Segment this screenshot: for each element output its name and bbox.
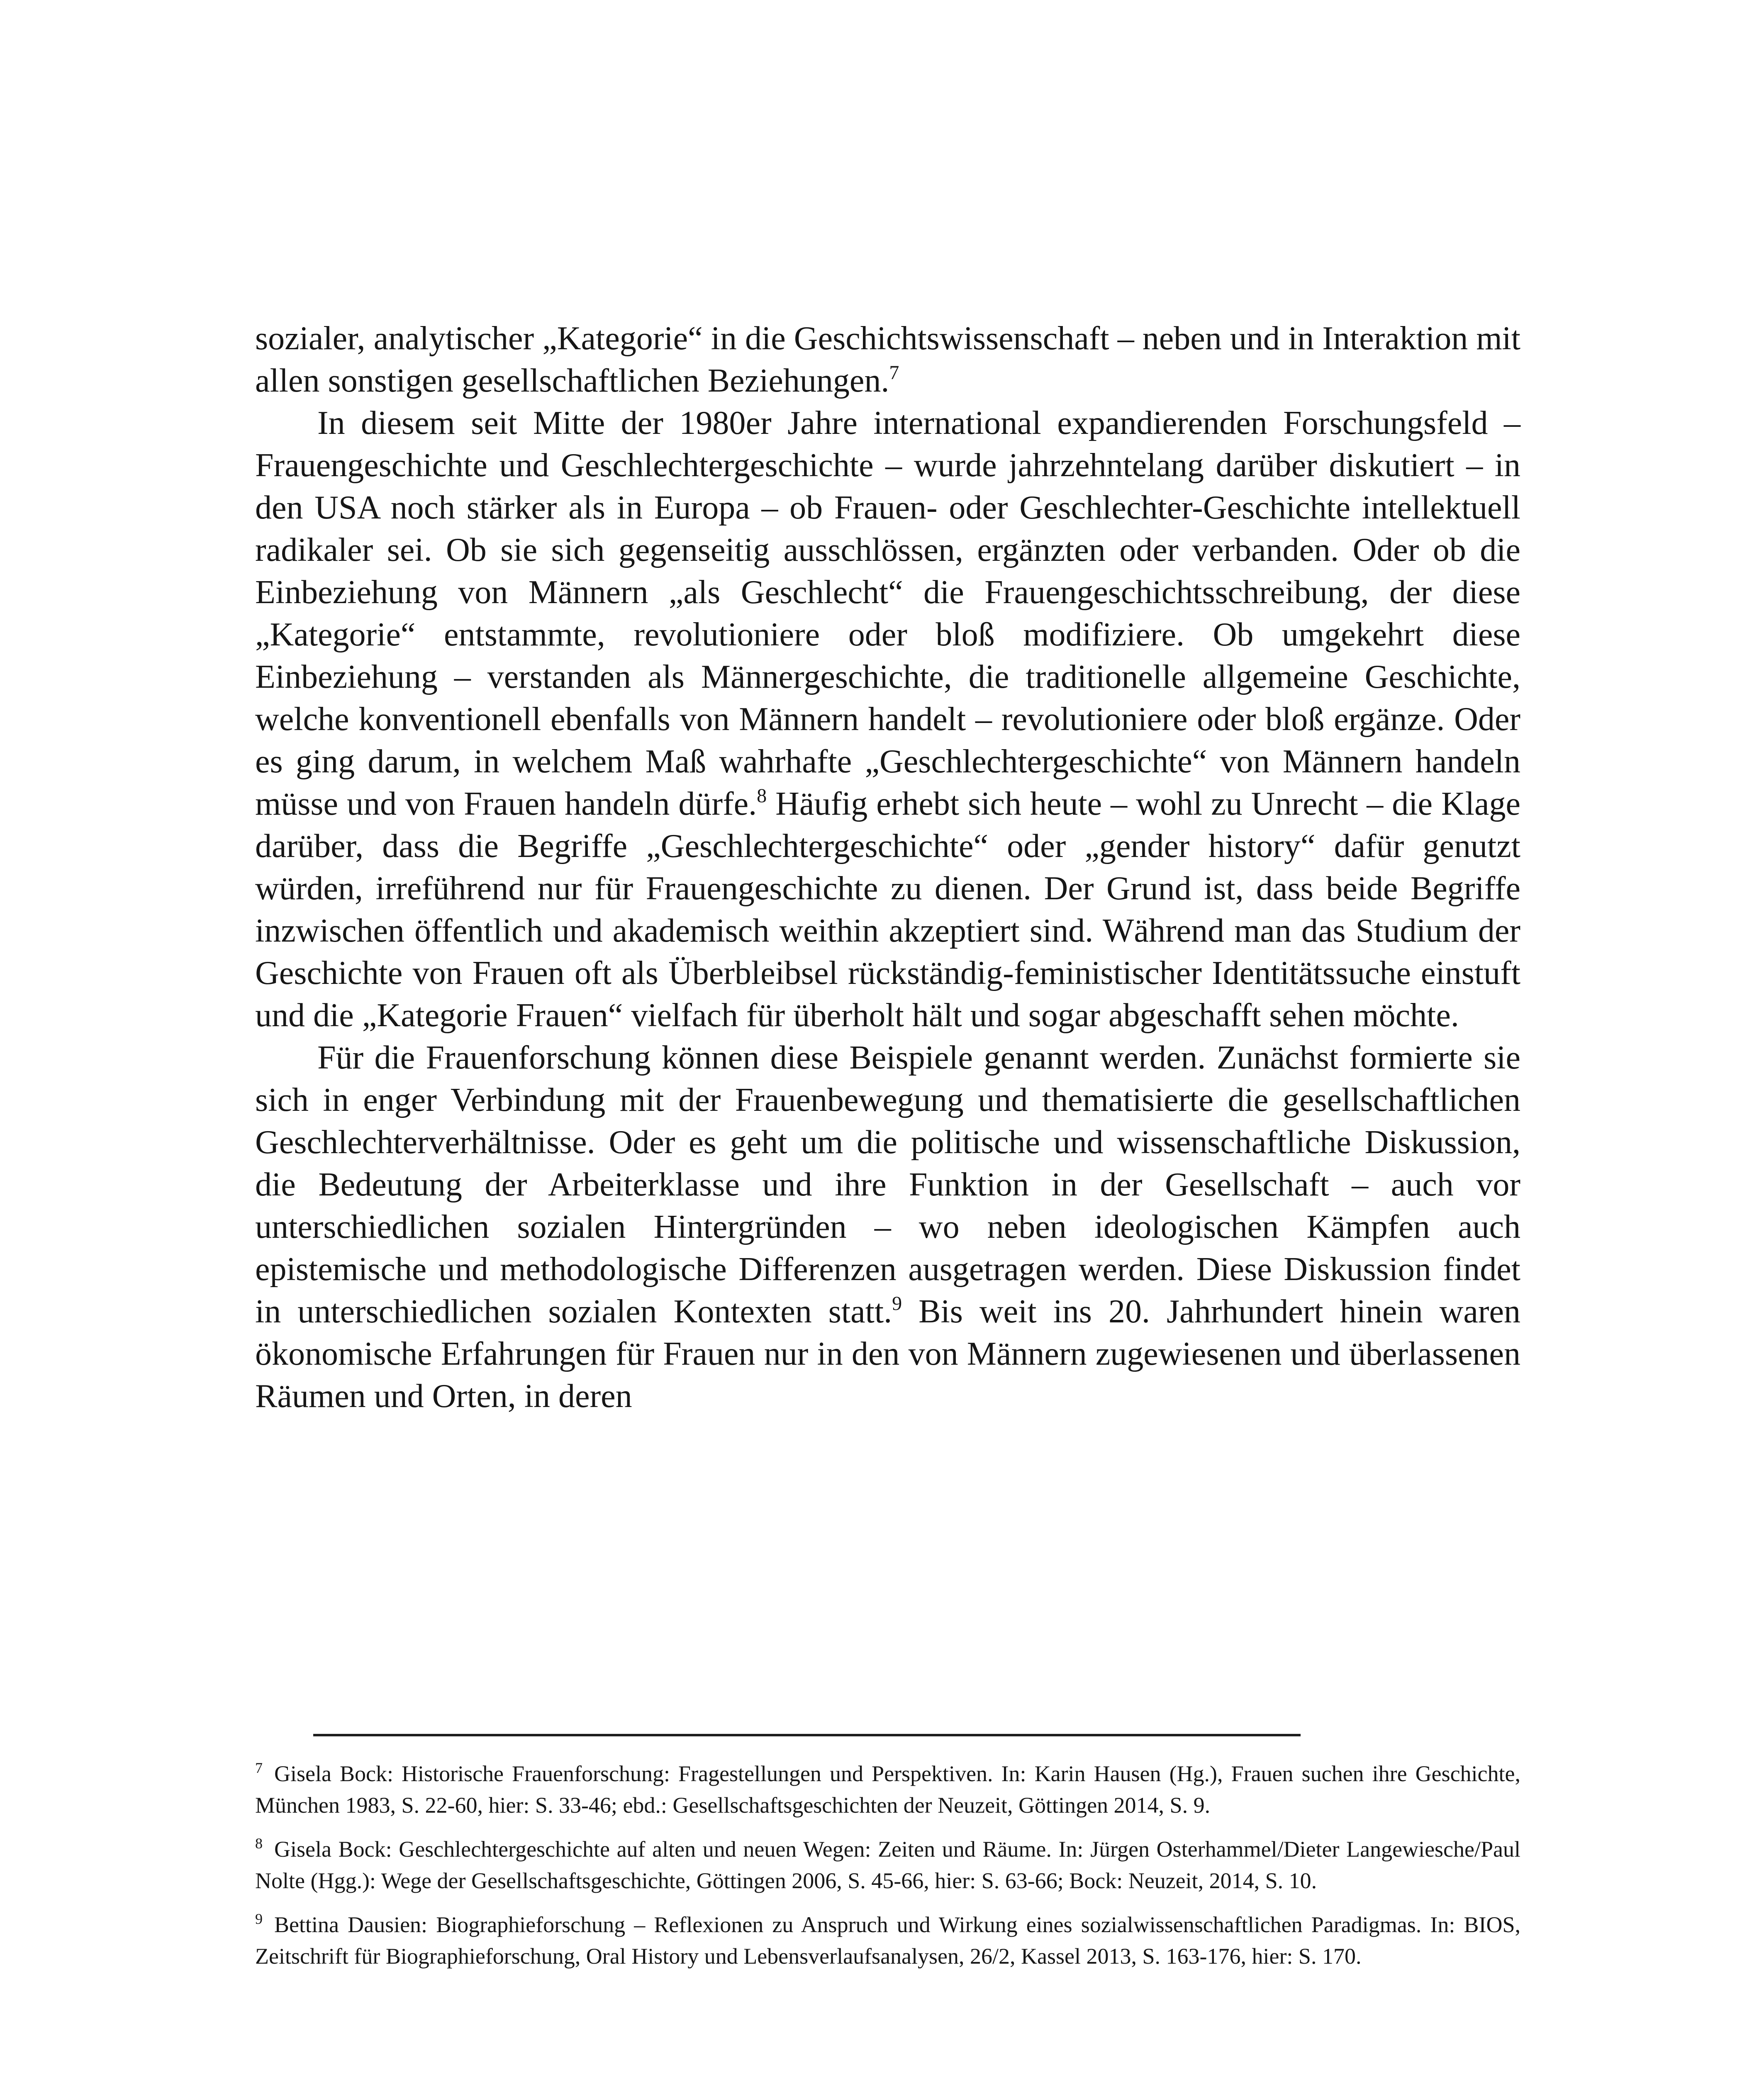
- footnote-ref-7[interactable]: 7: [889, 362, 899, 384]
- paragraph-3-text-b: Bis weit ins 20. Jahrhundert hinein waren ökonomische Erfahrungen für Frauen nur in den von Männern zugewiesenen und überlassenen Räumen und Orten, in deren: [255, 1293, 1520, 1414]
- footnote-text: Gisela Bock: Historische Frauenforschung: Fragestellungen und Perspektiven. In: Karin Hausen (Hg.), Frauen suchen ihre Geschichte, München 1983, S. 22-60, hier: S. 33-46; ebd.: Gesellschaftsgeschichten der Neuzeit, Göttingen 2014, S. 9.: [255, 1761, 1520, 1818]
- footnote-separator: [313, 1734, 1301, 1736]
- main-text: [255, 317, 1520, 1417]
- paragraph-3: [255, 1037, 1520, 1417]
- footnote-ref-8[interactable]: 8: [757, 785, 767, 807]
- footnote-8: [255, 1833, 1520, 1896]
- footnotes: [255, 1758, 1520, 1984]
- footnote-ref-9[interactable]: 9: [892, 1293, 902, 1315]
- footnote-number: 8: [255, 1835, 263, 1852]
- paragraph-2: [255, 402, 1520, 1037]
- footnote-number: 9: [255, 1911, 263, 1927]
- paragraph-2-text-b: Häufig erhebt sich heute – wohl zu Unrecht – die Klage darüber, dass die Begriffe „Geschlechtergeschichte“ oder „gender history“ dafür genutzt würden, irreführend nur für Frauengeschichte zu dienen. Der Grund ist, dass beide Begriffe inzwischen öffentlich und akademisch weithin akzeptiert sind. Während man das Studium der Geschichte von Frauen oft als Überbleibsel rückständig-feministischer Identitätssuche einstuft und die „Kategorie Frauen“ vielfach für überholt hält und sogar abgeschafft sehen möchte.: [255, 786, 1520, 1034]
- paragraph-3-text-a: Für die Frauenforschung können diese Beispiele genannt werden. Zunächst formierte sie sich in enger Verbindung mit der Frauenbewegung und thematisierte die gesellschaftlichen Geschlechterverhältnisse. Oder es geht um die politische und wissenschaftliche Diskussion, die Bedeutung der Arbeiterklasse und ihre Funktion in der Gesellschaft – auch vor unterschiedlichen sozialen Hintergründen – wo neben ideologischen Kämpfen auch epistemische und methodologische Differenzen ausgetragen werden. Diese Diskussion findet in unterschiedlichen sozialen Kontexten statt.: [255, 1039, 1520, 1330]
- footnote-9: [255, 1909, 1520, 1972]
- paragraph-1-text: sozialer, analytischer „Kategorie“ in die Geschichtswissenschaft – neben und in Interaktion mit allen sonstigen gesellschaftlichen Beziehungen.: [255, 320, 1520, 399]
- footnote-number: 7: [255, 1760, 263, 1776]
- paragraph-2-text-a: In diesem seit Mitte der 1980er Jahre international expandierenden Forschungsfeld – Frauengeschichte und Geschlechtergeschichte – wurde jahrzehntelang darüber diskutiert – in den USA noch stärker als in Europa – ob Frauen- oder Geschlechter-Geschichte intellektuell radikaler sei. Ob sie sich gegenseitig ausschlössen, ergänzten oder verbanden. Oder ob die Einbeziehung von Männern „als Geschlecht“ die Frauengeschichtsschreibung, der diese „Kategorie“ entstammte, revolutioniere oder bloß modifiziere. Ob umgekehrt diese Einbeziehung – verstanden als Männergeschichte, die traditionelle allgemeine Geschichte, welche konventionell ebenfalls von Männern handelt – revolutioniere oder bloß ergänze. Oder es ging darum, in welchem Maß wahrhafte „Geschlechtergeschichte“ von Männern handeln müsse und von Frauen handeln dürfe.: [255, 405, 1520, 822]
- paragraph-1: [255, 317, 1520, 402]
- footnote-7: [255, 1758, 1520, 1821]
- footnote-text: Bettina Dausien: Biographieforschung – Reflexionen zu Anspruch und Wirkung eines sozialwissenschaftlichen Paradigmas. In: BIOS, Zeitschrift für Biographieforschung, Oral History und Lebensverlaufsanalysen, 26/2, Kassel 2013, S. 163-176, hier: S. 170.: [255, 1912, 1520, 1969]
- footnote-text: Gisela Bock: Geschlechtergeschichte auf alten und neuen Wegen: Zeiten und Räume. In: Jürgen Osterhammel/Dieter Langewiesche/Paul Nolte (Hgg.): Wege der Gesellschaftsgeschichte, Göttingen 2006, S. 45-66, hier: S. 63-66; Bock: Neuzeit, 2014, S. 10.: [255, 1837, 1520, 1893]
